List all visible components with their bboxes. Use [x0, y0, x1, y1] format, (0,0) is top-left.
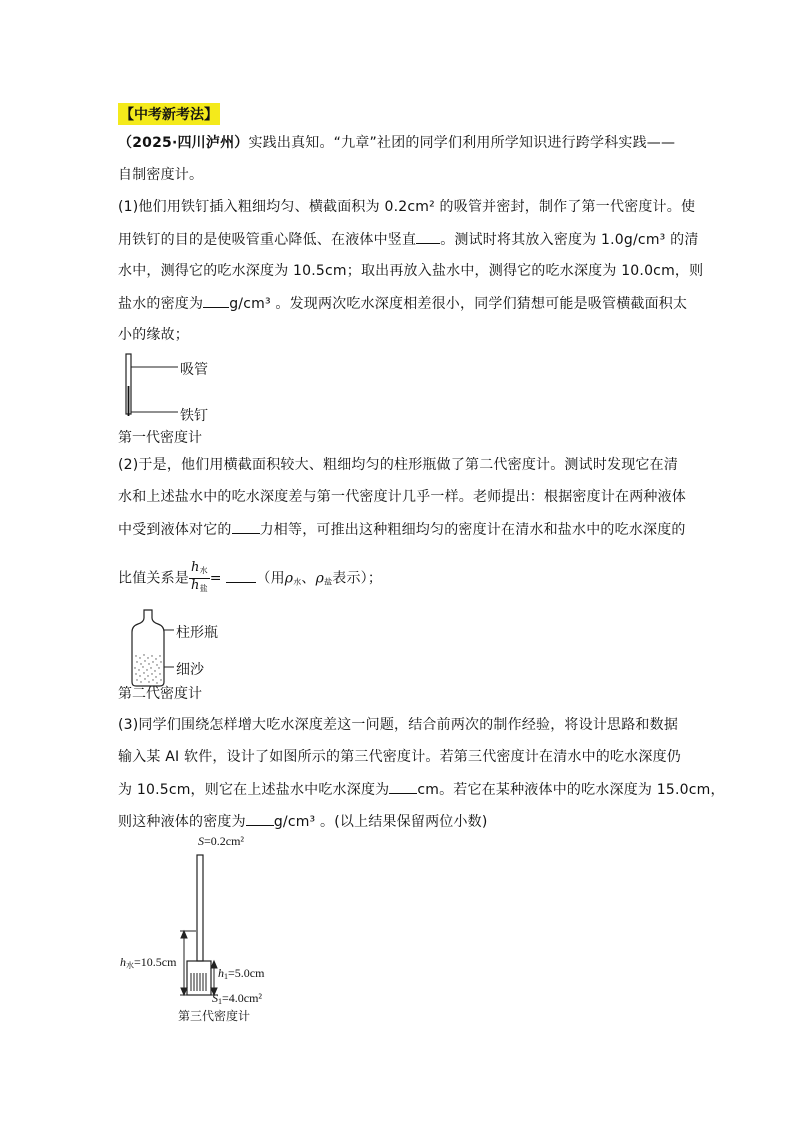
- answer-blank-1[interactable]: [416, 229, 440, 244]
- q1-line-1: (1)他们用铁钉插入粗细均匀、横截面积为 0.2cm² 的吸管并密封，制作了第一代密度计。使: [118, 199, 696, 215]
- label-S1-value: =4.0cm²: [222, 991, 263, 1005]
- sand-dots: [134, 654, 161, 683]
- label-h-sub: 水: [126, 961, 134, 970]
- label-h-water: [120, 955, 176, 971]
- q1-line-3: 水中，测得它的吃水深度为 10.5cm；取出再放入盐水中，测得它的吃水深度为 10.0cm，则: [118, 263, 704, 279]
- q1-line-5: 小的缘故；: [118, 327, 189, 343]
- source-label: （2025·四川泸州）: [118, 135, 249, 151]
- q2-line-2: 水和上述盐水中的吃水深度差与第一代密度计几乎一样。老师提出：根据密度计在两种液体: [118, 489, 686, 505]
- label-bottle: 柱形瓶: [176, 625, 218, 641]
- q3-line-1: (3)同学们围绕怎样增大吃水深度差这一问题，结合前两次的制作经验，将设计思路和数据: [118, 717, 679, 733]
- q3-line-3-b: cm。若它在某种液体中的吃水深度为 15.0cm，: [417, 782, 725, 798]
- label-h1: [218, 966, 264, 981]
- intro-line-2: 自制密度计。: [118, 167, 204, 183]
- answer-blank-3[interactable]: [232, 519, 260, 534]
- label-S1-symbol: S: [212, 991, 218, 1005]
- frac-den-symbol: h: [191, 578, 200, 593]
- section-tag: 【中考新考法】: [118, 103, 220, 125]
- figure-1-caption: 第一代密度计: [118, 430, 202, 446]
- label-h-symbol: h: [120, 955, 126, 969]
- q2-line-3-b: 力相等，可推出这种粗细均匀的密度计在清水和盐水中的吃水深度的: [259, 522, 686, 538]
- label-base-area: [212, 991, 262, 1006]
- q1-line-2: [118, 229, 699, 250]
- label-h1-sub: 1: [224, 972, 228, 981]
- q2-line-1: (2)于是，他们用横截面积较大、粗细均匀的柱形瓶做了第二代密度计。测试时发现它在清: [118, 457, 679, 473]
- answer-blank-2[interactable]: [203, 293, 229, 308]
- answer-blank-5[interactable]: [389, 779, 417, 794]
- h1-dimension: [211, 961, 217, 995]
- intro-line-1: [118, 133, 675, 153]
- q1-line-4-a: 盐水的密度为: [118, 296, 204, 312]
- label-tube-area: [198, 834, 244, 849]
- rho-salt-sub: 盐: [324, 577, 333, 587]
- label-straw: 吸管: [180, 362, 208, 378]
- depth-ratio-fraction: [189, 561, 210, 596]
- figure-1-diagram: [118, 352, 238, 422]
- q2-line-4: [118, 561, 382, 596]
- q3-line-2: 输入某 AI 软件，设计了如图所示的第三代密度计。若第三代密度计在清水中的吃水深度仍: [118, 749, 682, 765]
- separator: 、: [301, 570, 316, 587]
- q3-line-4-b: g/cm³ 。(以上结果保留两位小数): [273, 814, 488, 830]
- q3-line-3: [118, 779, 725, 800]
- rho-water-sub: 水: [293, 577, 302, 587]
- q3-line-4-a: 则这种液体的密度为: [118, 814, 246, 830]
- label-nail: 铁钉: [180, 408, 208, 424]
- frac-num-symbol: h: [191, 560, 200, 575]
- q2-line-4-a: 比值关系是: [118, 570, 189, 587]
- figure-2-caption: 第二代密度计: [118, 686, 202, 702]
- q2-line-3: [118, 519, 686, 540]
- frac-num-sub: 水: [199, 566, 208, 575]
- label-h-value: =10.5cm: [134, 955, 177, 969]
- rho-water: ρ: [284, 570, 294, 587]
- frac-den-sub: 盐: [199, 584, 208, 593]
- label-h1-value: =5.0cm: [228, 966, 265, 980]
- q1-line-2-a: 用铁钉的目的是使吸管重心降低、在液体中竖直: [118, 232, 417, 248]
- answer-blank-6[interactable]: [246, 811, 274, 826]
- label-S-value: =0.2cm²: [204, 834, 245, 848]
- thin-tube-shape: [197, 855, 203, 961]
- label-h1-symbol: h: [218, 966, 224, 980]
- q3-line-4: [118, 811, 488, 832]
- intro-text: 实践出真知。“九章”社团的同学们利用所学知识进行跨学科实践——: [248, 135, 676, 151]
- figure-3-caption: 第三代密度计: [178, 1009, 251, 1023]
- base-hatching: [191, 973, 206, 991]
- bottle-shape: [132, 610, 164, 686]
- equals-sign: =: [209, 570, 222, 587]
- answer-blank-4[interactable]: [226, 568, 256, 583]
- q1-line-4: [118, 293, 687, 314]
- q3-line-3-a: 为 10.5cm，则它在上述盐水中吃水深度为: [118, 782, 390, 798]
- q1-line-4-b: g/cm³ 。发现两次吃水深度相差很小，同学们猜想可能是吸管横截面积太: [229, 296, 688, 312]
- label-sand: 细沙: [176, 662, 204, 678]
- figure-3-diagram: [170, 845, 280, 1005]
- label-S-symbol: S: [198, 834, 204, 848]
- q2-line-4-c: 表示）；: [332, 570, 383, 587]
- q1-line-2-b: 。测试时将其放入密度为 1.0g/cm³ 的清: [440, 232, 699, 248]
- rho-salt: ρ: [315, 570, 325, 587]
- q2-line-4-b: （用: [256, 570, 285, 587]
- q2-line-3-a: 中受到液体对它的: [118, 522, 232, 538]
- label-S1-sub: 1: [218, 997, 222, 1006]
